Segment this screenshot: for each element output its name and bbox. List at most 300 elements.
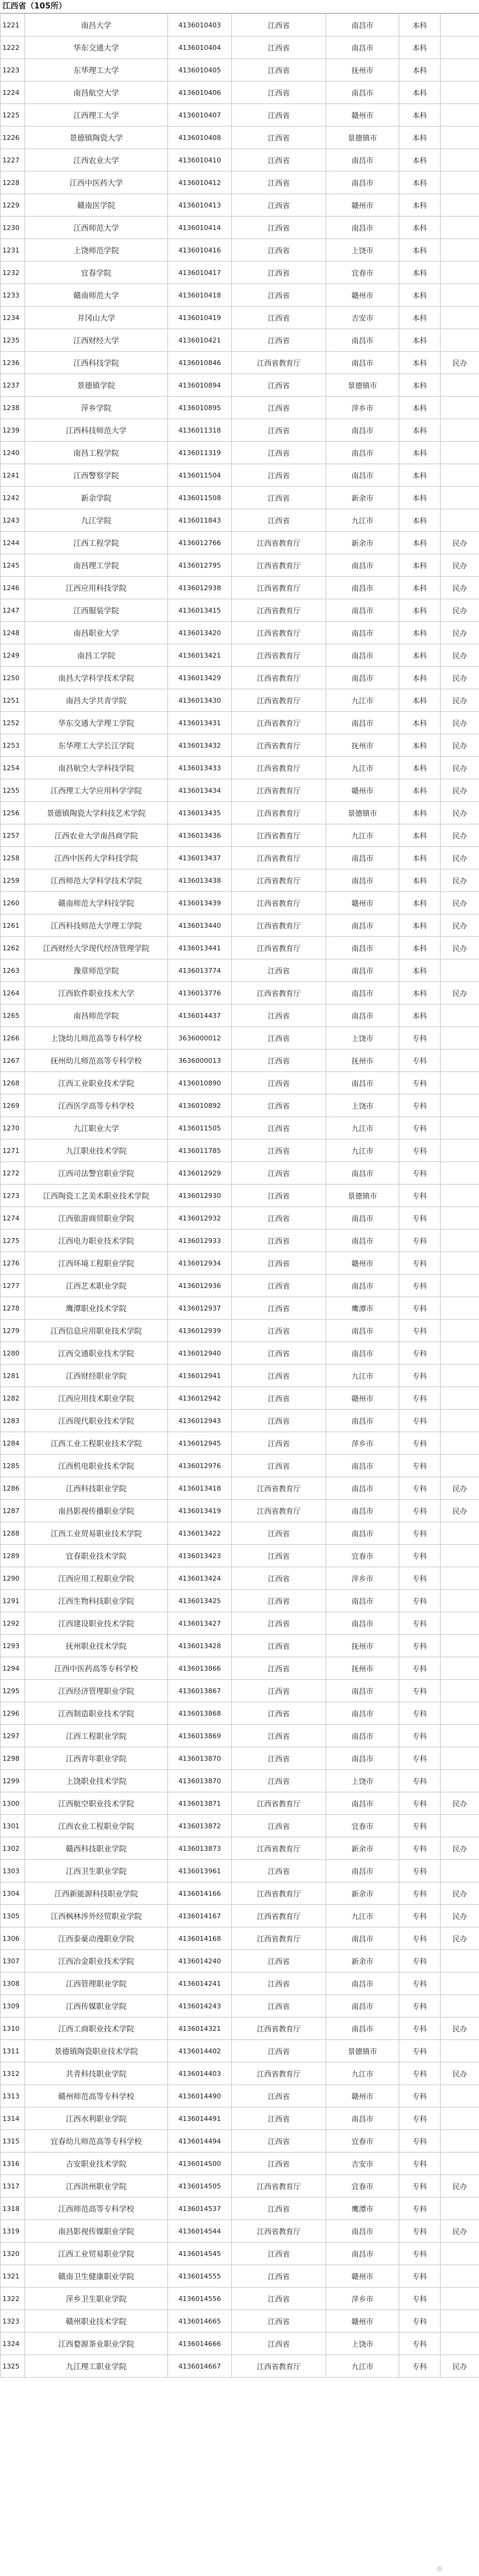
table-row	[1, 599, 479, 622]
remark-cell: 民办	[441, 689, 479, 712]
school-name-cell: 景德镇学院	[25, 374, 168, 397]
table-row	[1, 1072, 479, 1095]
school-name-cell: 宜春职业技术学院	[25, 1545, 168, 1567]
city-cell: 抚州市	[326, 59, 399, 82]
authority-cell: 江西省教育厅	[232, 1882, 326, 1905]
authority-cell: 江西省	[232, 1455, 326, 1477]
row-number-cell: 1286	[1, 1477, 25, 1500]
authority-cell: 江西省教育厅	[232, 1927, 326, 1950]
city-cell: 赣州市	[326, 284, 399, 307]
school-code-cell: 4136010404	[168, 37, 232, 59]
level-cell: 本科	[399, 487, 441, 509]
school-code-cell: 4136013433	[168, 757, 232, 779]
remark-cell	[441, 1567, 479, 1590]
remark-cell: 民办	[441, 1792, 479, 1815]
remark-cell	[441, 1702, 479, 1725]
level-cell: 专科	[399, 1837, 441, 1860]
city-cell: 南昌市	[326, 172, 399, 194]
remark-cell	[441, 464, 479, 487]
remark-cell	[441, 374, 479, 397]
school-code-cell: 4136012930	[168, 1185, 232, 1207]
authority-cell: 江西省教育厅	[232, 622, 326, 644]
table-row	[1, 1567, 479, 1590]
remark-cell	[441, 1252, 479, 1275]
table-row	[1, 487, 479, 509]
row-number-cell: 1259	[1, 869, 25, 892]
remark-cell	[441, 1455, 479, 1477]
city-cell: 宜春市	[326, 262, 399, 284]
row-number-cell: 1285	[1, 1455, 25, 1477]
school-name-cell: 华东交通大学理工学院	[25, 712, 168, 734]
row-number-cell: 1307	[1, 1950, 25, 1972]
level-cell: 本科	[399, 554, 441, 577]
authority-cell: 江西省	[232, 1522, 326, 1545]
level-cell: 专科	[399, 1500, 441, 1522]
row-number-cell: 1226	[1, 127, 25, 149]
row-number-cell: 1278	[1, 1297, 25, 1320]
school-code-cell: 4136012976	[168, 1455, 232, 1477]
level-cell: 专科	[399, 1725, 441, 1747]
table-row	[1, 1680, 479, 1702]
level-cell: 本科	[399, 104, 441, 127]
table-row	[1, 1792, 479, 1815]
table-row	[1, 127, 479, 149]
city-cell: 南昌市	[326, 37, 399, 59]
school-name-cell: 江西工业贸易职业技术学院	[25, 1522, 168, 1545]
row-number-cell: 1268	[1, 1072, 25, 1095]
city-cell: 南昌市	[326, 937, 399, 959]
row-number-cell: 1238	[1, 397, 25, 419]
remark-cell	[441, 1950, 479, 1972]
row-number-cell: 1233	[1, 284, 25, 307]
remark-cell	[441, 37, 479, 59]
authority-cell: 江西省教育厅	[232, 352, 326, 374]
city-cell: 九江市	[326, 1365, 399, 1387]
remark-cell: 民办	[441, 757, 479, 779]
level-cell: 本科	[399, 217, 441, 239]
school-code-cell: 4136014168	[168, 1927, 232, 1950]
school-name-cell: 江西服装学院	[25, 599, 168, 622]
remark-cell	[441, 2265, 479, 2288]
city-cell: 上饶市	[326, 2333, 399, 2355]
level-cell: 专科	[399, 1162, 441, 1185]
authority-cell: 江西省	[232, 1320, 326, 1342]
level-cell: 本科	[399, 464, 441, 487]
authority-cell: 江西省	[232, 1185, 326, 1207]
authority-cell: 江西省	[232, 262, 326, 284]
school-name-cell: 江西中医药大学	[25, 172, 168, 194]
city-cell: 赣州市	[326, 1252, 399, 1275]
school-name-cell: 江西应用科技学院	[25, 577, 168, 599]
table-row	[1, 2063, 479, 2085]
school-code-cell: 4136013434	[168, 779, 232, 802]
level-cell: 本科	[399, 847, 441, 869]
level-cell: 专科	[399, 1860, 441, 1882]
row-number-cell: 1232	[1, 262, 25, 284]
school-code-cell: 4136014545	[168, 2243, 232, 2265]
level-cell: 专科	[399, 1927, 441, 1950]
remark-cell: 民办	[441, 352, 479, 374]
authority-cell: 江西省	[232, 1815, 326, 1837]
school-name-cell: 江西财经职业学院	[25, 1365, 168, 1387]
city-cell: 南昌市	[326, 1702, 399, 1725]
table-row	[1, 2130, 479, 2153]
school-code-cell: 4136013425	[168, 1590, 232, 1612]
row-number-cell: 1247	[1, 599, 25, 622]
level-cell: 本科	[399, 149, 441, 172]
school-code-cell: 4136010890	[168, 1072, 232, 1095]
level-cell: 专科	[399, 1972, 441, 1995]
school-name-cell: 江西航空职业技术学院	[25, 1792, 168, 1815]
authority-cell: 江西省	[232, 1680, 326, 1702]
city-cell: 宜春市	[326, 2175, 399, 2198]
authority-cell: 江西省教育厅	[232, 554, 326, 577]
school-code-cell: 4136012932	[168, 1207, 232, 1230]
school-code-cell: 4136014667	[168, 2355, 232, 2378]
remark-cell: 民办	[441, 779, 479, 802]
row-number-cell: 1254	[1, 757, 25, 779]
city-cell: 抚州市	[326, 1050, 399, 1072]
table-row	[1, 1455, 479, 1477]
school-name-cell: 南昌影视传播职业学院	[25, 1500, 168, 1522]
authority-cell: 江西省	[232, 1162, 326, 1185]
level-cell: 专科	[399, 2288, 441, 2310]
row-number-cell: 1266	[1, 1027, 25, 1050]
city-cell: 南昌市	[326, 1342, 399, 1365]
row-number-cell: 1251	[1, 689, 25, 712]
school-name-cell: 江西软件职业技术大学	[25, 982, 168, 1004]
remark-cell: 民办	[441, 1882, 479, 1905]
table-row	[1, 1275, 479, 1297]
city-cell: 南昌市	[326, 712, 399, 734]
table-row	[1, 1972, 479, 1995]
authority-cell: 江西省	[232, 464, 326, 487]
remark-cell	[441, 149, 479, 172]
school-code-cell: 4136013423	[168, 1545, 232, 1567]
row-number-cell: 1265	[1, 1004, 25, 1027]
school-name-cell: 赣州师范高等专科学校	[25, 2085, 168, 2108]
remark-cell: 民办	[441, 802, 479, 824]
remark-cell	[441, 1050, 479, 1072]
school-code-cell: 4136014665	[168, 2310, 232, 2333]
authority-cell: 江西省教育厅	[232, 532, 326, 554]
row-number-cell: 1253	[1, 734, 25, 757]
remark-cell	[441, 1432, 479, 1455]
school-name-cell: 江西传媒职业学院	[25, 1995, 168, 2017]
row-number-cell: 1239	[1, 419, 25, 442]
remark-cell	[441, 1522, 479, 1545]
remark-cell	[441, 82, 479, 104]
table-row	[1, 824, 479, 847]
city-cell: 上饶市	[326, 1095, 399, 1117]
city-cell: 南昌市	[326, 419, 399, 442]
authority-cell: 江西省	[232, 239, 326, 262]
remark-cell: 民办	[441, 644, 479, 667]
row-number-cell: 1295	[1, 1680, 25, 1702]
city-cell: 南昌市	[326, 1230, 399, 1252]
remark-cell: 民办	[441, 532, 479, 554]
city-cell: 九江市	[326, 2063, 399, 2085]
row-number-cell: 1287	[1, 1500, 25, 1522]
table-row	[1, 172, 479, 194]
remark-cell	[441, 487, 479, 509]
row-number-cell: 1230	[1, 217, 25, 239]
level-cell: 专科	[399, 1207, 441, 1230]
remark-cell	[441, 2333, 479, 2355]
row-number-cell: 1281	[1, 1365, 25, 1387]
table-row	[1, 577, 479, 599]
remark-cell: 民办	[441, 622, 479, 644]
table-row	[1, 2040, 479, 2063]
school-name-cell: 江西卫生职业学院	[25, 1860, 168, 1882]
table-row	[1, 1590, 479, 1612]
school-code-cell: 4136012929	[168, 1162, 232, 1185]
row-number-cell: 1272	[1, 1162, 25, 1185]
city-cell: 宜春市	[326, 2130, 399, 2153]
row-number-cell: 1270	[1, 1117, 25, 1140]
authority-cell: 江西省教育厅	[232, 712, 326, 734]
school-name-cell: 赣南医学院	[25, 194, 168, 217]
row-number-cell: 1291	[1, 1590, 25, 1612]
row-number-cell: 1262	[1, 937, 25, 959]
school-code-cell: 4136014666	[168, 2333, 232, 2355]
table-row	[1, 1342, 479, 1365]
city-cell: 南昌市	[326, 1477, 399, 1500]
row-number-cell: 1231	[1, 239, 25, 262]
city-cell: 南昌市	[326, 1972, 399, 1995]
city-cell: 南昌市	[326, 1747, 399, 1770]
city-cell: 南昌市	[326, 914, 399, 937]
table-row	[1, 1050, 479, 1072]
authority-cell: 江西省教育厅	[232, 802, 326, 824]
remark-cell	[441, 1140, 479, 1162]
row-number-cell: 1243	[1, 509, 25, 532]
city-cell: 吉安市	[326, 2153, 399, 2175]
remark-cell	[441, 2288, 479, 2310]
school-code-cell: 4136010413	[168, 194, 232, 217]
school-name-cell: 江西财经大学现代经济管理学院	[25, 937, 168, 959]
city-cell: 九江市	[326, 509, 399, 532]
authority-cell: 江西省	[232, 1612, 326, 1635]
level-cell: 本科	[399, 892, 441, 914]
level-cell: 专科	[399, 1905, 441, 1927]
city-cell: 南昌市	[326, 554, 399, 577]
authority-cell: 江西省	[232, 1410, 326, 1432]
school-name-cell: 江西师范大学	[25, 217, 168, 239]
level-cell: 专科	[399, 1590, 441, 1612]
city-cell: 赣州市	[326, 2310, 399, 2333]
remark-cell	[441, 239, 479, 262]
school-code-cell: 4136014402	[168, 2040, 232, 2063]
school-code-cell: 4136013870	[168, 1747, 232, 1770]
row-number-cell: 1236	[1, 352, 25, 374]
school-name-cell: 江西冶金职业技术学院	[25, 1950, 168, 1972]
row-number-cell: 1271	[1, 1140, 25, 1162]
school-name-cell: 南昌影视传媒职业学院	[25, 2220, 168, 2243]
city-cell: 南昌市	[326, 667, 399, 689]
authority-cell: 江西省	[232, 1275, 326, 1297]
table-row	[1, 1950, 479, 1972]
school-name-cell: 江西科技师范大学理工学院	[25, 914, 168, 937]
row-number-cell: 1224	[1, 82, 25, 104]
school-name-cell: 江西农业大学	[25, 149, 168, 172]
table-row	[1, 847, 479, 869]
level-cell: 本科	[399, 194, 441, 217]
authority-cell: 江西省教育厅	[232, 1500, 326, 1522]
authority-cell: 江西省教育厅	[232, 2220, 326, 2243]
authority-cell: 江西省	[232, 959, 326, 982]
level-cell: 本科	[399, 937, 441, 959]
city-cell: 吉安市	[326, 307, 399, 329]
remark-cell: 民办	[441, 1837, 479, 1860]
remark-cell	[441, 1320, 479, 1342]
school-code-cell: 4136014500	[168, 2153, 232, 2175]
school-name-cell: 赣南卫生健康职业学院	[25, 2265, 168, 2288]
school-name-cell: 江西工业贸易职业学院	[25, 2243, 168, 2265]
city-cell: 萍乡市	[326, 397, 399, 419]
level-cell: 专科	[399, 1365, 441, 1387]
row-number-cell: 1225	[1, 104, 25, 127]
level-cell: 本科	[399, 802, 441, 824]
school-code-cell: 4136010419	[168, 307, 232, 329]
table-row	[1, 2175, 479, 2198]
school-code-cell: 4136010418	[168, 284, 232, 307]
remark-cell	[441, 1365, 479, 1387]
remark-cell	[441, 1387, 479, 1410]
level-cell: 本科	[399, 307, 441, 329]
row-number-cell: 1258	[1, 847, 25, 869]
school-code-cell: 4136013422	[168, 1522, 232, 1545]
school-name-cell: 上饶幼儿师范高等专科学校	[25, 1027, 168, 1050]
school-code-cell: 4136013870	[168, 1770, 232, 1792]
level-cell: 专科	[399, 1432, 441, 1455]
city-cell: 景德镇市	[326, 127, 399, 149]
city-cell: 上饶市	[326, 1770, 399, 1792]
school-code-cell: 4136010894	[168, 374, 232, 397]
school-name-cell: 江西农业大学南昌商学院	[25, 824, 168, 847]
authority-cell: 江西省教育厅	[232, 757, 326, 779]
city-cell: 抚州市	[326, 734, 399, 757]
city-cell: 南昌市	[326, 1680, 399, 1702]
row-number-cell: 1260	[1, 892, 25, 914]
level-cell: 本科	[399, 442, 441, 464]
table-row	[1, 1770, 479, 1792]
authority-cell: 江西省	[232, 1072, 326, 1095]
table-row	[1, 2333, 479, 2355]
authority-cell: 江西省	[232, 1050, 326, 1072]
school-code-cell: 4136013420	[168, 622, 232, 644]
authority-cell: 江西省	[232, 37, 326, 59]
authority-cell: 江西省教育厅	[232, 779, 326, 802]
table-row	[1, 194, 479, 217]
level-cell: 专科	[399, 2198, 441, 2220]
school-code-cell: 4136013437	[168, 847, 232, 869]
city-cell: 赣州市	[326, 194, 399, 217]
watermark-icon: ◎	[436, 2564, 442, 2572]
school-code-cell: 4136014544	[168, 2220, 232, 2243]
city-cell: 南昌市	[326, 959, 399, 982]
level-cell: 专科	[399, 1545, 441, 1567]
authority-cell: 江西省	[232, 1095, 326, 1117]
authority-cell: 江西省	[232, 1140, 326, 1162]
level-cell: 本科	[399, 757, 441, 779]
table-row	[1, 239, 479, 262]
level-cell: 专科	[399, 1680, 441, 1702]
school-name-cell: 江西洪州职业学院	[25, 2175, 168, 2198]
remark-cell: 民办	[441, 937, 479, 959]
remark-cell	[441, 194, 479, 217]
school-code-cell: 4136014505	[168, 2175, 232, 2198]
row-number-cell: 1269	[1, 1095, 25, 1117]
remark-cell	[441, 1747, 479, 1770]
table-row	[1, 2265, 479, 2288]
authority-cell: 江西省	[232, 2243, 326, 2265]
school-code-cell: 4136010407	[168, 104, 232, 127]
city-cell: 南昌市	[326, 577, 399, 599]
school-code-cell: 4136012933	[168, 1230, 232, 1252]
authority-cell: 江西省	[232, 104, 326, 127]
authority-cell: 江西省教育厅	[232, 2063, 326, 2085]
school-code-cell: 4136011319	[168, 442, 232, 464]
table-row	[1, 1095, 479, 1117]
school-code-cell: 4136012942	[168, 1387, 232, 1410]
remark-cell	[441, 1095, 479, 1117]
row-number-cell: 1256	[1, 802, 25, 824]
school-name-cell: 萍乡学院	[25, 397, 168, 419]
school-name-cell: 江西生物科技职业学院	[25, 1590, 168, 1612]
authority-cell: 江西省	[232, 2198, 326, 2220]
remark-cell	[441, 262, 479, 284]
row-number-cell: 1241	[1, 464, 25, 487]
table-row	[1, 1702, 479, 1725]
school-name-cell: 抚州职业技术学院	[25, 1635, 168, 1657]
table-row	[1, 1297, 479, 1320]
school-code-cell: 4136013418	[168, 1477, 232, 1500]
school-code-cell: 4136013436	[168, 824, 232, 847]
remark-cell	[441, 1972, 479, 1995]
table-row	[1, 937, 479, 959]
table-row	[1, 374, 479, 397]
authority-cell: 江西省	[232, 1252, 326, 1275]
school-name-cell: 抚州幼儿师范高等专科学校	[25, 1050, 168, 1072]
table-row	[1, 667, 479, 689]
school-name-cell: 鹰潭职业技术学院	[25, 1297, 168, 1320]
remark-cell	[441, 1680, 479, 1702]
row-number-cell: 1275	[1, 1230, 25, 1252]
school-name-cell: 江西制造职业技术学院	[25, 1702, 168, 1725]
school-name-cell: 吉安职业技术学院	[25, 2153, 168, 2175]
city-cell: 九江市	[326, 1905, 399, 1927]
row-number-cell: 1302	[1, 1837, 25, 1860]
row-number-cell: 1322	[1, 2288, 25, 2310]
school-name-cell: 江西青年职业学院	[25, 1747, 168, 1770]
table-row	[1, 712, 479, 734]
row-number-cell: 1229	[1, 194, 25, 217]
school-code-cell: 4136014240	[168, 1950, 232, 1972]
table-row	[1, 217, 479, 239]
level-cell: 专科	[399, 1950, 441, 1972]
authority-cell: 江西省	[232, 2265, 326, 2288]
school-name-cell: 南昌理工学院	[25, 554, 168, 577]
table-row	[1, 1815, 479, 1837]
school-name-cell: 江西工程职业学院	[25, 1725, 168, 1747]
row-number-cell: 1276	[1, 1252, 25, 1275]
authority-cell: 江西省教育厅	[232, 667, 326, 689]
table-row	[1, 1252, 479, 1275]
row-number-cell: 1320	[1, 2243, 25, 2265]
row-number-cell: 1250	[1, 667, 25, 689]
authority-cell: 江西省教育厅	[232, 1905, 326, 1927]
